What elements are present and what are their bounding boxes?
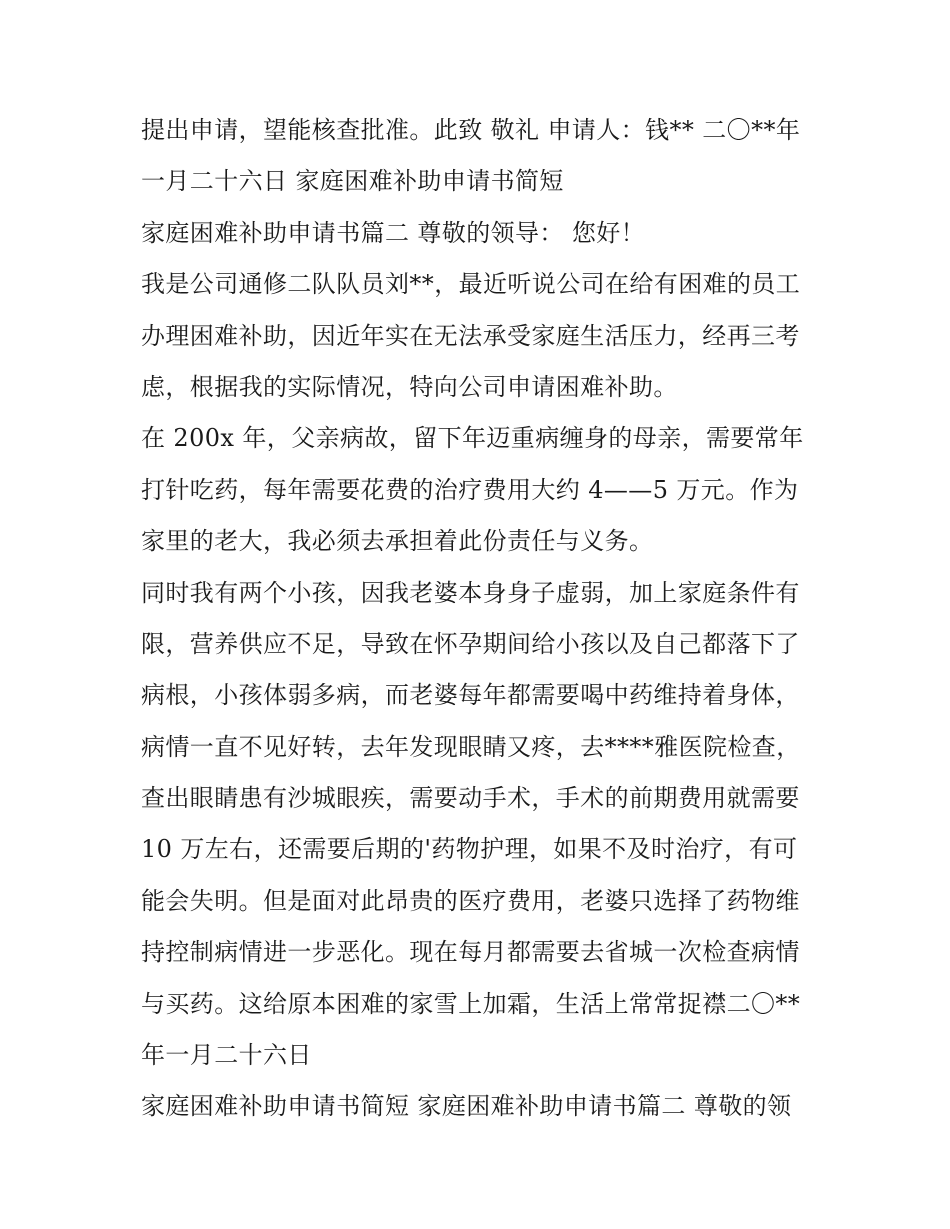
text-line: 与买药。这给原本困难的家雪上加霜，生活上常常捉襟二〇**	[141, 989, 801, 1018]
text-line: 一月二十六日 家庭困难补助申请书简短	[141, 167, 564, 196]
text-line: 家庭困难补助申请书篇二 尊敬的领导： 您好！	[141, 218, 646, 247]
text-line: 限，营养供应不足，导致在怀孕期间给小孩以及自己都落下了	[141, 629, 800, 658]
text-line: 病情一直不见好转，去年发现眼睛又疼，去****雅医院检查，	[141, 732, 801, 761]
text-line: 我是公司通修二队队员刘**，最近听说公司在给有困难的员工	[141, 270, 801, 299]
text-line: 办理困难补助，因近年实在无法承受家庭生活压力，经再三考	[141, 321, 800, 350]
text-line: 病根，小孩体弱多病，而老婆每年都需要喝中药维持着身体，	[141, 681, 800, 710]
body-text	[141, 105, 821, 1133]
text-line: 10 万左右，还需要后期的'药物护理，如果不及时治疗，有可	[141, 835, 798, 864]
text-line: 打针吃药，每年需要花费的治疗费用大约 4——5 万元。作为	[141, 475, 799, 504]
text-line: 年一月二十六日	[141, 1041, 312, 1070]
text-line: 虑，根据我的实际情况，特向公司申请困难补助。	[141, 372, 678, 401]
text-line: 持控制病情进一步恶化。现在每月都需要去省城一次检查病情	[141, 938, 800, 967]
text-line: 家里的老大，我必须去承担着此份责任与义务。	[141, 527, 654, 556]
text-line: 提出申请，望能核查批准。此致 敬礼 申请人：钱** 二〇**年	[141, 116, 801, 144]
text-line: 同时我有两个小孩，因我老婆本身身子虚弱，加上家庭条件有	[141, 578, 800, 607]
text-line: 能会失明。但是面对此昂贵的医疗费用，老婆只选择了药物维	[141, 886, 800, 915]
text-line: 查出眼睛患有沙城眼疾，需要动手术，手术的前期费用就需要	[141, 784, 800, 813]
text-line: 家庭困难补助申请书简短 家庭困难补助申请书篇二 尊敬的领	[141, 1092, 792, 1121]
text-line: 在 200x 年，父亲病故，留下年迈重病缠身的母亲，需要常年	[141, 424, 804, 453]
